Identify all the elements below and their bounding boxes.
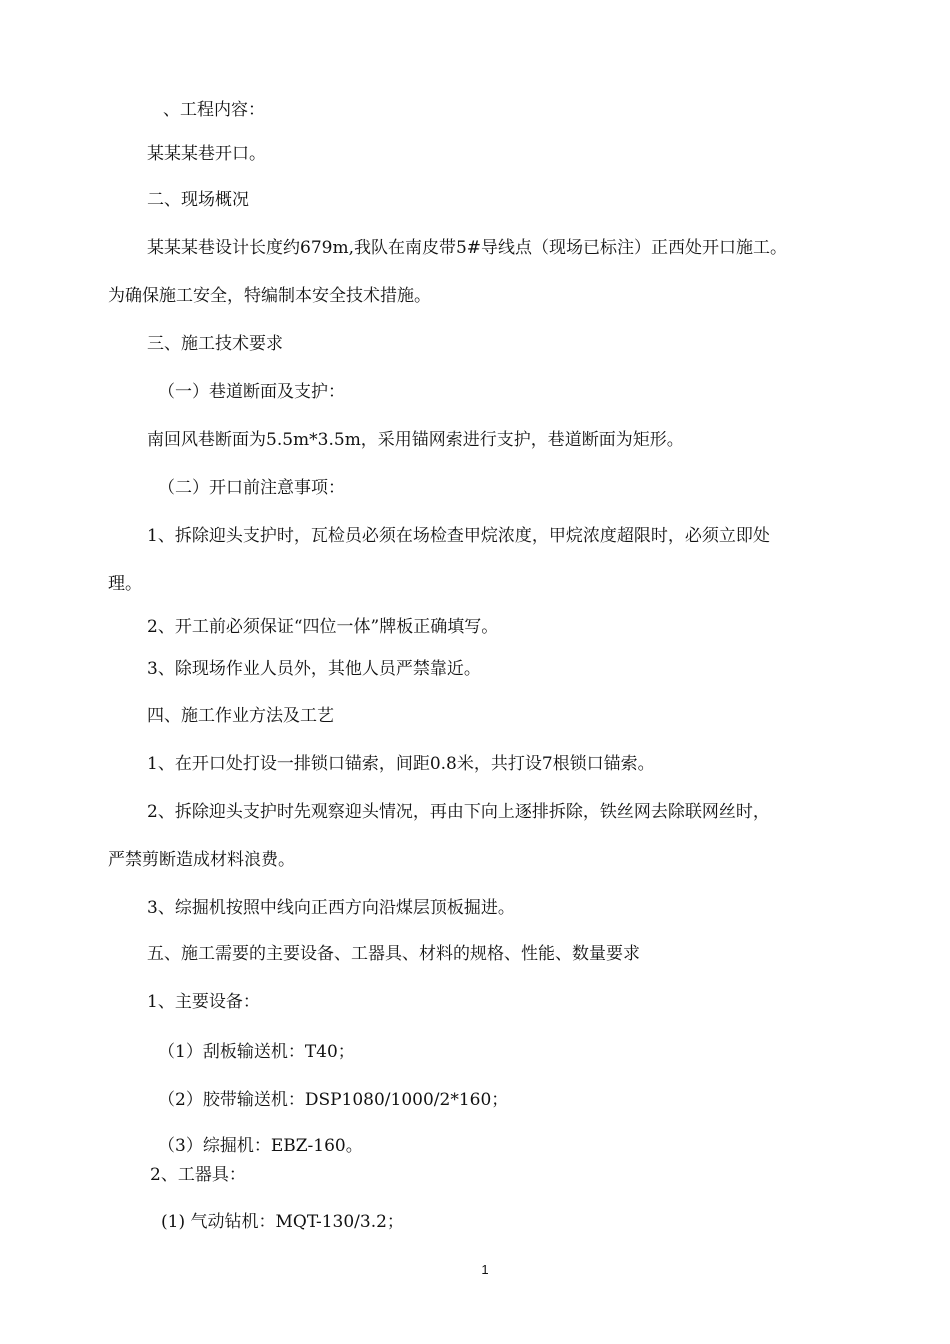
subheading-section-support: （一）巷道断面及支护：: [158, 382, 345, 402]
list-item: 3、综掘机按照中线向正西方向沿煤层顶板掘进。: [147, 898, 515, 918]
list-item: 1、在开口处打设一排锁口锚索，间距0.8米，共打设7根锁口锚索。: [147, 754, 655, 774]
heading-technical-requirements: 三、施工技术要求: [147, 334, 283, 354]
heading-equipment-requirements: 五、施工需要的主要设备、工器具、材料的规格、性能、数量要求: [147, 944, 640, 964]
page-number: 1: [481, 1262, 489, 1277]
paragraph-line: 南回风巷断面为5.5m*3.5m，采用锚网索进行支护，巷道断面为矩形。: [147, 430, 684, 450]
list-item: （2）胶带输送机：DSP1080/1000/2*160；: [158, 1090, 509, 1110]
list-item: (1) 气动钻机：MQT-130/3.2；: [161, 1212, 404, 1232]
paragraph-line: 某某某巷开口。: [147, 144, 266, 164]
list-item: 2、拆除迎头支护时先观察迎头情况，再由下向上逐排拆除，铁丝网去除联网丝时，: [147, 802, 770, 822]
list-item: 3、除现场作业人员外，其他人员严禁靠近。: [147, 659, 481, 679]
paragraph-line: 某某某巷设计长度约679m,我队在南皮带5#导线点（现场已标注）正西处开口施工。: [147, 238, 788, 258]
list-item: （3）综掘机：EBZ-160。: [158, 1136, 363, 1156]
list-item-continuation: 严禁剪断造成材料浪费。: [108, 850, 295, 870]
heading-project-content: 、工程内容：: [163, 100, 265, 120]
paragraph-line: 为确保施工安全，特编制本安全技术措施。: [108, 286, 431, 306]
heading-construction-method: 四、施工作业方法及工艺: [147, 706, 334, 726]
list-item: （1）刮板输送机：T40；: [158, 1042, 355, 1062]
subheading-opening-precautions: （二）开口前注意事项：: [158, 478, 345, 498]
list-item: 2、开工前必须保证“四位一体”牌板正确填写。: [147, 617, 499, 637]
list-item: 1、拆除迎头支护时，瓦检员必须在场检查甲烷浓度，甲烷浓度超限时，必须立即处: [147, 526, 770, 546]
list-item: 2、工器具：: [150, 1165, 246, 1185]
list-item-continuation: 理。: [108, 574, 142, 594]
heading-site-overview: 二、现场概况: [147, 190, 249, 210]
list-item: 1、主要设备：: [147, 992, 260, 1012]
